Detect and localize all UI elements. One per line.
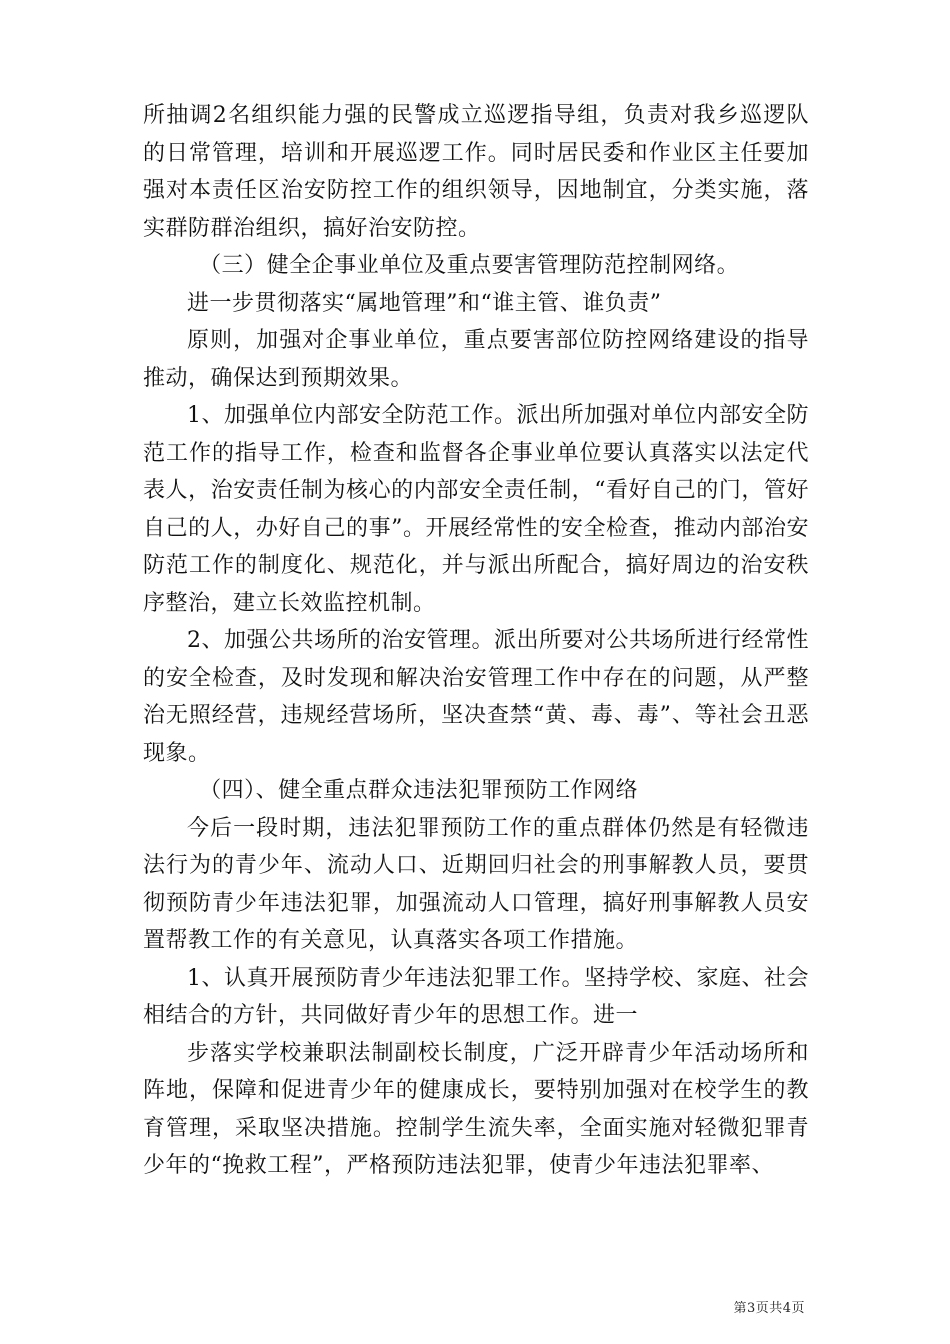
paragraph-school-measures: 步落实学校兼职法制副校长制度，广泛开辟青少年活动场所和阵地，保障和促进青少年的健康成长，要特别加强对在校学生的教育管理，采取坚决措施。控制学生流失率，全面实施对轻微犯罪青少年的“挽救工程”，严格预防违法犯罪，使青少年违法犯罪率、 bbox=[143, 1040, 809, 1178]
paragraph-youth-prevention: 1、认真开展预防青少年违法犯罪工作。坚持学校、家庭、社会相结合的方针，共同做好青少年的思想工作。进一 bbox=[143, 965, 809, 1028]
section-heading-crime-prevention: （四）、健全重点群众违法犯罪预防工作网络 bbox=[199, 778, 639, 803]
page-number: 第3页共4页 bbox=[733, 1301, 805, 1316]
document-body bbox=[143, 97, 809, 1185]
section-heading-enterprise-network: （三）健全企事业单位及重点要害管理防范控制网络。 bbox=[199, 253, 740, 278]
paragraph-public-places: 2、加强公共场所的治安管理。派出所要对公共场所进行经常性的安全检查，及时发现和解决治安管理工作中存在的问题，从严整治无照经营，违规经营场所，坚决查禁“黄、毒、毒”、等社会丑恶现象。 bbox=[143, 628, 809, 766]
paragraph-principle: 原则，加强对企事业单位，重点要害部位防控网络建设的指导推动，确保达到预期效果。 bbox=[143, 328, 809, 391]
paragraph-key-groups: 今后一段时期，违法犯罪预防工作的重点群体仍然是有轻微违法行为的青少年、流动人口、近期回归社会的刑事解教人员，要贯彻预防青少年违法犯罪，加强流动人口管理，搞好刑事解教人员安置帮教工作的有关意见，认真落实各项工作措施。 bbox=[143, 815, 809, 953]
paragraph-territorial-management: 进一步贯彻落实“属地管理”和“谁主管、谁负责” bbox=[187, 290, 662, 316]
paragraph-patrol-guidance: 所抽调2名组织能力强的民警成立巡逻指导组，负责对我乡巡逻队的日常管理，培训和开展巡逻工作。同时居民委和作业区主任要加强对本责任区治安防控工作的组织领导，因地制宜，分类实施，落实群防群治组织，搞好治安防控。 bbox=[143, 103, 809, 241]
paragraph-internal-security: 1、加强单位内部安全防范工作。派出所加强对单位内部安全防范工作的指导工作，检查和监督各企事业单位要认真落实以法定代表人，治安责任制为核心的内部安全责任制，“看好自己的门，管好自己的人，办好自己的事”。开展经常性的安全检查，推动内部治安防范工作的制度化、规范化，并与派出所配合，搞好周边的治安秩序整治，建立长效监控机制。 bbox=[143, 403, 809, 616]
